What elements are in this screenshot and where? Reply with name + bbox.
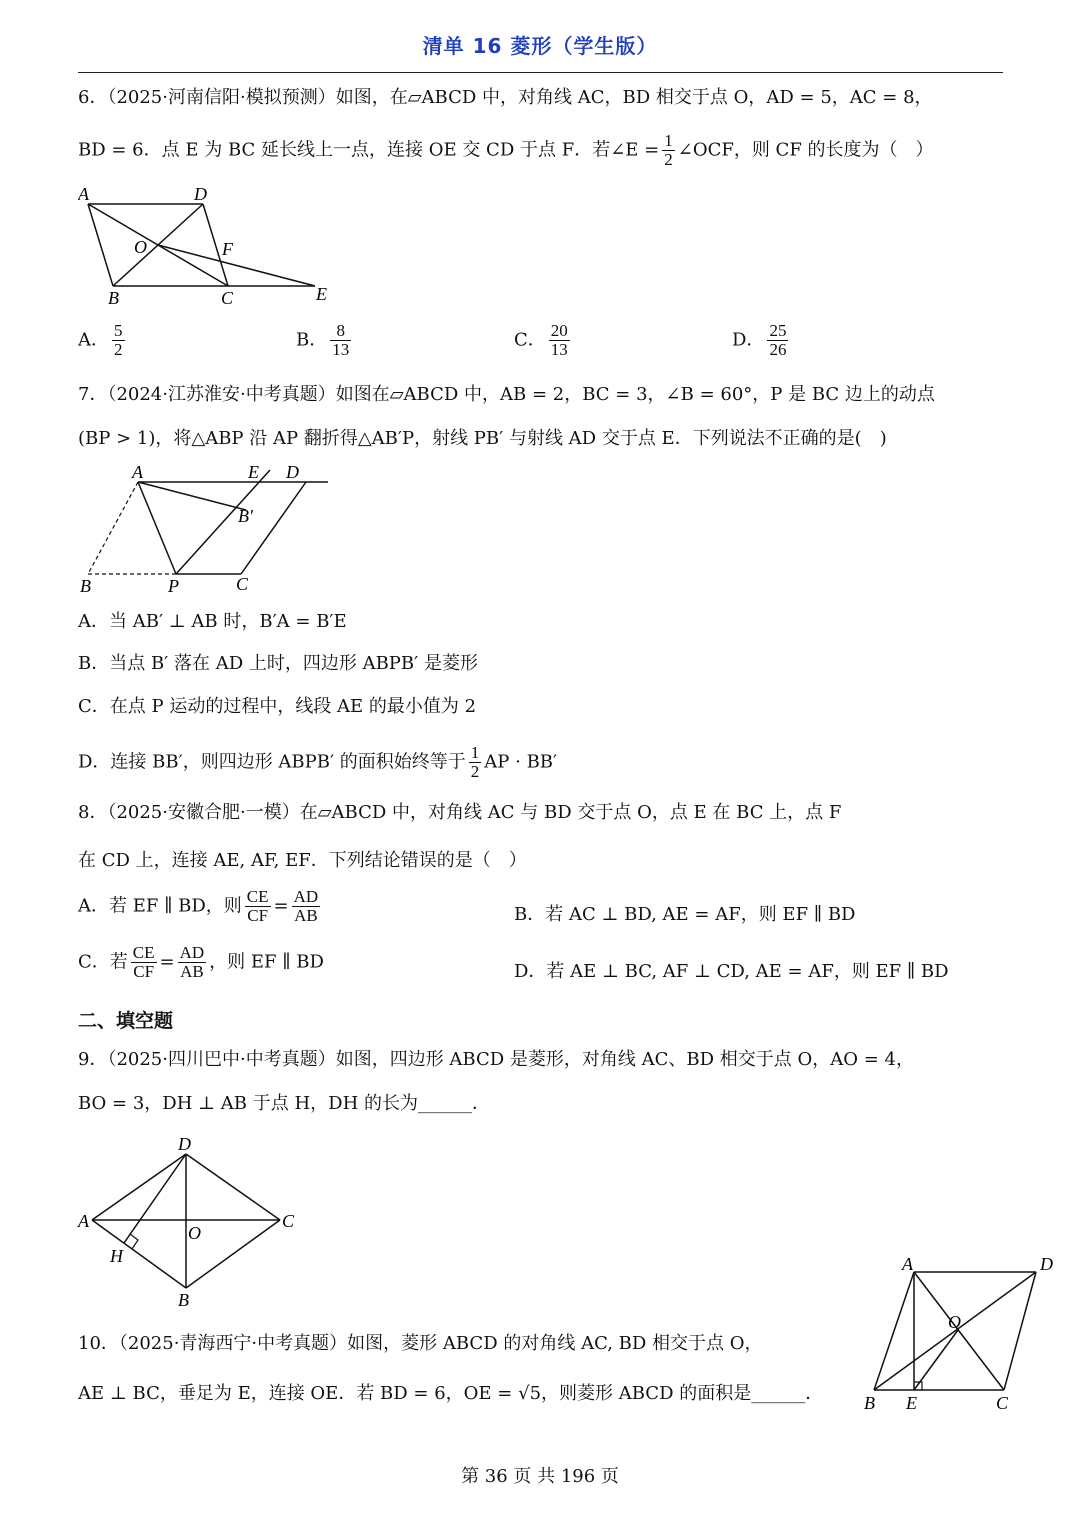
- q6-frac-den: 2: [664, 150, 673, 169]
- q10-label-D: D: [1040, 1254, 1053, 1274]
- q8-option-a-f1d: CF: [247, 906, 269, 925]
- q7-label-E: E: [248, 462, 259, 482]
- q8-option-a-f2n: AD: [293, 887, 319, 906]
- q9-label-B: B: [178, 1290, 189, 1310]
- q9-label-O: O: [188, 1223, 201, 1243]
- q7-option-d[interactable]: [78, 744, 557, 781]
- q7-label-D: D: [286, 462, 299, 482]
- q8-option-a[interactable]: [78, 888, 323, 925]
- q8-option-c-f2d: AB: [180, 962, 204, 981]
- q9-label-A: A: [78, 1211, 89, 1231]
- q9-seg-DH: [124, 1154, 186, 1243]
- q10-seg-DC: [1004, 1272, 1036, 1390]
- q6-option-c-frac: [549, 322, 570, 359]
- q8-option-c[interactable]: [78, 944, 324, 981]
- q7-seg-AP: [138, 482, 176, 574]
- q6-option-b-frac: [330, 322, 351, 359]
- q6-figure: [78, 180, 348, 310]
- q7-line1: 7．（2024·江苏淮安·中考真题）如图在▱ABCD 中，AB = 2，BC = 3，∠B = 60°，P 是 BC 边上的动点: [78, 384, 935, 405]
- q7-label-B: B: [80, 576, 91, 596]
- section-heading-fill-blank: 二、填空题: [78, 1010, 174, 1032]
- q10-seg-BA: [874, 1272, 914, 1390]
- q6-label-C: C: [221, 288, 234, 308]
- q6-label-E: E: [316, 284, 327, 304]
- q7-label-P: P: [168, 576, 179, 596]
- q6-option-c-key: C．: [514, 329, 546, 351]
- q10-label-A: A: [902, 1254, 913, 1274]
- q6-option-b-den: 13: [332, 340, 350, 359]
- q6-label-D: D: [194, 184, 207, 204]
- q10-label-O: O: [948, 1312, 961, 1332]
- q8-option-b[interactable]: B．若 AC ⊥ BD, AE = AF，则 EF ∥ BD: [514, 904, 856, 925]
- header-rule: [78, 72, 1003, 73]
- q9-seg-DC: [186, 1154, 280, 1220]
- q6-option-a-frac: [112, 322, 125, 359]
- q6-option-c-den: 13: [550, 340, 568, 359]
- q6-option-c[interactable]: [514, 322, 573, 359]
- q7-option-d-frac: [469, 744, 482, 781]
- q7-seg-AB1: [138, 482, 246, 510]
- q6-option-b-num: 8: [330, 322, 351, 341]
- q8-option-c-eq: =: [159, 951, 175, 973]
- q6-label-B: B: [108, 288, 119, 308]
- q9-line2: BO = 3，DH ⊥ AB 于点 H，DH 的长为______．: [78, 1093, 491, 1114]
- q8-option-c-text: C．若: [78, 951, 128, 973]
- q10-seg-OE: [914, 1330, 958, 1390]
- q8-option-c-frac2: [178, 944, 207, 981]
- q6-option-a-den: 2: [114, 340, 123, 359]
- q10-line1: 10．（2025·青海西宁·中考真题）如图，菱形 ABCD 的对角线 AC, BD 相交于点 O，: [78, 1333, 763, 1354]
- q6-frac-num: 1: [664, 131, 673, 150]
- q6-seg-OE: [158, 245, 315, 286]
- q7-option-c[interactable]: C．在点 P 运动的过程中，线段 AE 的最小值为 2: [78, 696, 477, 717]
- page-title: 清单 16 菱形（学生版）: [422, 34, 658, 58]
- q8-option-a-frac2: [292, 888, 321, 925]
- q9-line1: 9．（2025·四川巴中·中考真题）如图，四边形 ABCD 是菱形，对角线 AC、BD 相交于点 O，AO = 4，: [78, 1049, 914, 1070]
- q10-label-C: C: [996, 1393, 1009, 1413]
- q6-option-d-den: 26: [769, 340, 787, 359]
- q7-label-C: C: [236, 574, 249, 594]
- q6-line1: 6．（2025·河南信阳·模拟预测）如图，在▱ABCD 中，对角线 AC，BD 相交于点 O，AD = 5，AC = 8，: [78, 87, 933, 108]
- q8-option-c-f2n: AD: [179, 943, 205, 962]
- q6-option-d[interactable]: [732, 322, 791, 359]
- q7-label-A: A: [132, 462, 143, 482]
- q7-line2: (BP > 1)，将△ABP 沿 AP 翻折得△AB′P，射线 PB′ 与射线 AD 交于点 E．下列说法不正确的是( ): [78, 428, 887, 449]
- q10-line2: AE ⊥ BC，垂足为 E，连接 OE．若 BD = 6，OE = √5，则菱形 ABCD 的面积是______．: [78, 1383, 824, 1404]
- q7-option-d-tail: AP · BB′: [484, 751, 558, 773]
- q10-figure: [860, 1252, 1060, 1416]
- q6-option-b-key: B．: [296, 329, 328, 351]
- q6-fraction: [662, 132, 675, 169]
- q6-line2: [78, 132, 934, 169]
- q7-option-d-den: 2: [470, 762, 480, 781]
- q8-option-c-frac1: [131, 944, 157, 981]
- q7-label-B1: B′: [238, 506, 253, 526]
- q7-option-b[interactable]: B．当点 B′ 落在 AD 上时，四边形 ABPB′ 是菱形: [78, 653, 478, 674]
- q10-label-B: B: [864, 1393, 875, 1413]
- q7-seg-PE: [176, 470, 270, 574]
- q6-label-A: A: [78, 184, 89, 204]
- q7-figure: [78, 458, 338, 598]
- q6-line2a: BD = 6．点 E 为 BC 延长线上一点，连接 OE 交 CD 于点 F．若∠E =: [78, 139, 660, 161]
- q6-option-a-num: 5: [114, 321, 123, 340]
- q6-option-d-key: D．: [732, 329, 765, 351]
- q9-figure: [74, 1132, 314, 1312]
- q7-seg-DC: [241, 482, 306, 574]
- q8-option-a-eq: =: [273, 895, 289, 917]
- q6-label-F: F: [222, 239, 233, 259]
- q9-seg-BA: [92, 1220, 186, 1288]
- q8-option-c-f1d: CF: [133, 962, 155, 981]
- q6-label-O: O: [134, 237, 147, 257]
- q8-line2: 在 CD 上，连接 AE, AF, EF．下列结论错误的是（ ）: [78, 850, 527, 871]
- page-footer: 第 36 页 共 196 页: [461, 1466, 619, 1487]
- q7-option-d-text: D．连接 BB′，则四边形 ABPB′ 的面积始终等于: [78, 751, 466, 773]
- q7-option-d-num: 1: [470, 743, 480, 762]
- q6-option-d-frac: [767, 322, 788, 359]
- q8-option-a-text: A．若 EF ∥ BD，则: [78, 895, 242, 917]
- q6-option-a[interactable]: [78, 322, 128, 359]
- q9-label-D: D: [178, 1134, 191, 1154]
- q6-option-b[interactable]: [296, 322, 354, 359]
- q10-label-E: E: [906, 1393, 917, 1413]
- q7-option-a[interactable]: A．当 AB′ ⊥ AB 时，B′A = B′E: [78, 611, 347, 632]
- q8-option-c-f1n: CE: [132, 943, 155, 962]
- q6-line2b: ∠OCF，则 CF 的长度为（ ）: [677, 139, 934, 161]
- q9-label-C: C: [282, 1211, 295, 1231]
- q8-line1: 8．（2025·安徽合肥·一模）在▱ABCD 中，对角线 AC 与 BD 交于点 O，点 E 在 BC 上，点 F: [78, 802, 842, 823]
- q6-option-a-key: A．: [78, 329, 109, 351]
- q6-option-c-num: 20: [550, 321, 568, 340]
- q8-option-a-f2d: AB: [294, 906, 318, 925]
- q9-label-H: H: [110, 1246, 123, 1266]
- q8-option-c-tail: ，则 EF ∥ BD: [209, 951, 324, 973]
- q9-seg-AD: [92, 1154, 186, 1220]
- q8-option-a-frac1: [245, 888, 271, 925]
- q6-option-d-num: 25: [769, 321, 787, 340]
- q8-option-a-f1n: CE: [246, 887, 269, 906]
- q7-seg-AB-dashed: [88, 482, 138, 574]
- q9-right-angle-mark: [130, 1234, 138, 1249]
- q8-option-d[interactable]: D．若 AE ⊥ BC, AF ⊥ CD, AE = AF，则 EF ∥ BD: [514, 961, 949, 982]
